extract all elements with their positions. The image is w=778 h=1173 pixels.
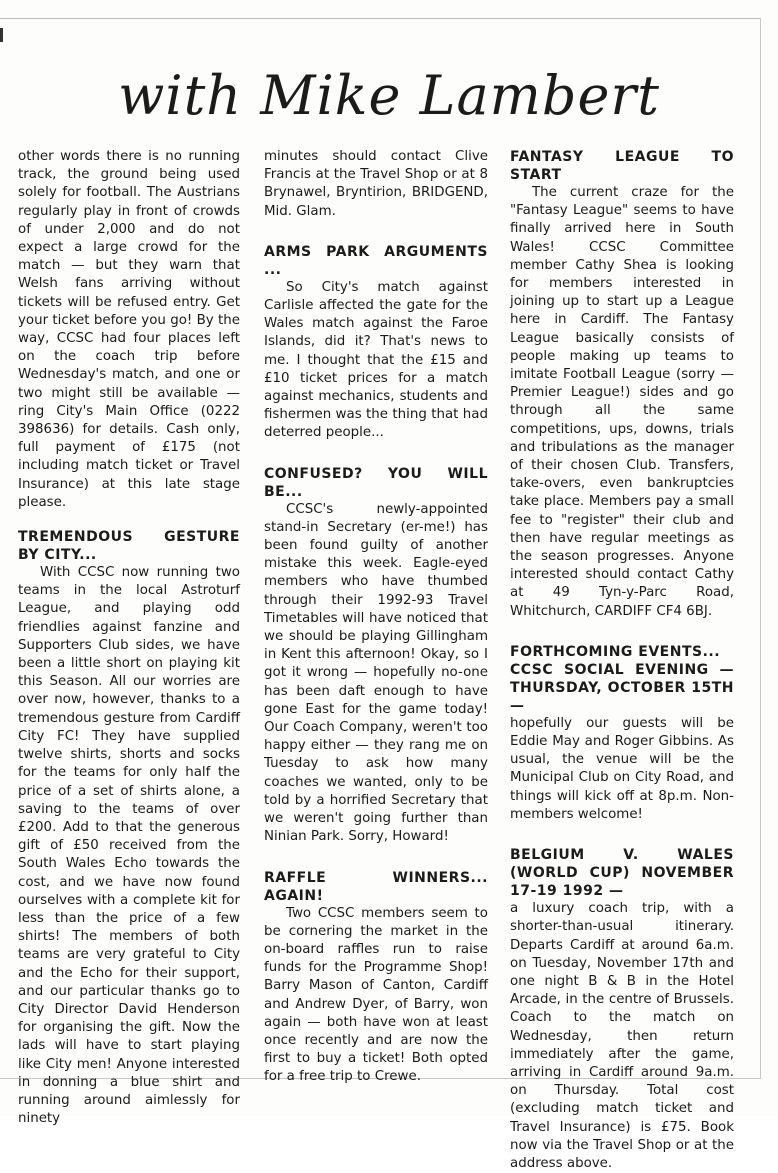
heading-forthcoming-events: FORTHCOMING EVENTS... — [510, 643, 721, 660]
column-2 — [264, 148, 488, 1087]
article-text: Two CCSC members seem to be cornering the market in the on-board raffles run to raise funds for the Programme Shop! Barry Mason of Canton, Cardiff and Andrew Dyer, of Barry, won again — both have won at least once recently and are now the first to buy a ticket! Both opted for a free trip to Crewe. — [264, 905, 488, 1085]
article-text: minutes should contact Clive Francis at the Travel Shop or at 8 Brynawel, Bryntirion, BRIDGEND, Mid. Glam. — [264, 149, 488, 219]
border-right — [760, 18, 761, 1078]
article-text: other words there is no running track, the ground being used solely for football. The Austrians regularly play in front of crowds of under 2,000 and do not expect a large crowd for the match — but they warn that Welsh fans arriving without tickets will be refused entry. Get your ticket before you go! By the way, CCSC had four places left on the coach trip before Wednesday's match, and one or two might still be available — ring City's Main Office (0222 398636) for details. Cash only, full payment of £175 (not including match ticket or Travel Insurance) at this late stage please. — [18, 149, 240, 510]
article-text: a luxury coach trip, with a shorter-than-usual itinerary. Departs Cardiff at around 6a.m. on Tuesday, November 17th and one night B & B in the Hotel Arcade, in the centre of Brussels. Coach to the match on Wednesday, then return immediately after the game, arriving in Cardiff around 9a.m. on Thursday. Total cost (excluding match ticket and Travel Insurance) is £75. Book now via the Travel Shop or at the address above. — [510, 901, 734, 1171]
article-text: The current craze for the "Fantasy League" seems to have finally arrived here in South Wales! CCSC Committee member Cathy Shea is looking for members interested in joining up to start up a League here in Cardiff. The Fantasy League basically consists of people making up teams to imitate Football League (sorry — Premier League!) sides and go through all the same competitions, ups, downs, trials and tribulations as the manager of their chosen Club. Transfers, take-overs, even bankruptcies take place. Members pay a small fee to "register" their club and then have regular meetings as the season progresses. Anyone interested should contact Cathy at 49 Tyn-y-Parc Road, Whitchurch, CARDIFF CF4 6BJ. — [510, 185, 734, 619]
heading-tremendous-gesture: TREMENDOUS GESTURE BY CITY... — [18, 529, 240, 564]
heading-raffle-winners: RAFFLE WINNERS... AGAIN! — [264, 869, 488, 904]
heading-social-evening: CCSC SOCIAL EVENING — THURSDAY, OCTOBER 15TH — — [510, 661, 734, 714]
column-3 — [510, 148, 734, 1173]
border-top — [0, 18, 760, 19]
heading-confused: CONFUSED? YOU WILL BE... — [264, 465, 488, 500]
article-text: CCSC's newly-appointed stand-in Secretary (er-me!) has been found guilty of another mistake this week. Eagle-eyed members who have thumbed through their 1992-93 Travel Timetables will have noticed that we should be playing Gillingham in Kent this afternoon! Okay, so I got it wrong — hopefully no-one has been daft enough to have gone East for the game today! Our Coach Company, weren't too happy either — they rang me on Tuesday to ask how many coaches we wanted, only to be told by a horrified Secretary that we weren't going further than Ninian Park. Sorry, Howard! — [264, 501, 488, 845]
page-title: with Mike Lambert — [118, 64, 660, 127]
article-text: So City's match against Carlisle affected the gate for the Wales match against the Faroe Islands, did it? That's news to me. I thought that the £15 and £10 ticket prices for a match against mechanics, students and fishermen was the thing that had deterred people... — [264, 279, 488, 441]
margin-mark — [0, 28, 3, 42]
article-text: hopefully our guests will be Eddie May and Roger Gibbins. As usual, the venue will be the Municipal Club on City Road, and things will kick off at 8p.m. Non-members welcome! — [510, 715, 734, 822]
heading-belgium-wales: BELGIUM V. WALES (WORLD CUP) NOVEMBER 17-19 1992 — — [510, 847, 734, 900]
heading-fantasy-league: FANTASY LEAGUE TO START — [510, 149, 734, 183]
heading-arms-park: ARMS PARK ARGUMENTS ... — [264, 243, 488, 278]
column-1 — [18, 148, 240, 1128]
article-text: With CCSC now running two teams in the local Astroturf League, and playing odd friendlies against fanzine and Supporters Club sides, we have been a little short on playing kit this Season. All our worries are over now, however, thanks to a tremendous gesture from Cardiff City FC! They have supplied twelve shirts, shorts and socks for the teams for only half the price of a set of shirts alone, a saving to the teams of over £200. Add to that the generous gift of £50 received from the South Wales Echo towards the cost, and we have now found ourselves with a complete kit for less than the price of a few shirts! The members of both teams are very grateful to City and the Echo for their support, and our particular thanks go to City Director David Henderson for organising the gift. Now the lads will have to start playing like City men! Anyone interested in donning a blue shirt and running around aimlessly for ninety — [18, 565, 240, 1127]
